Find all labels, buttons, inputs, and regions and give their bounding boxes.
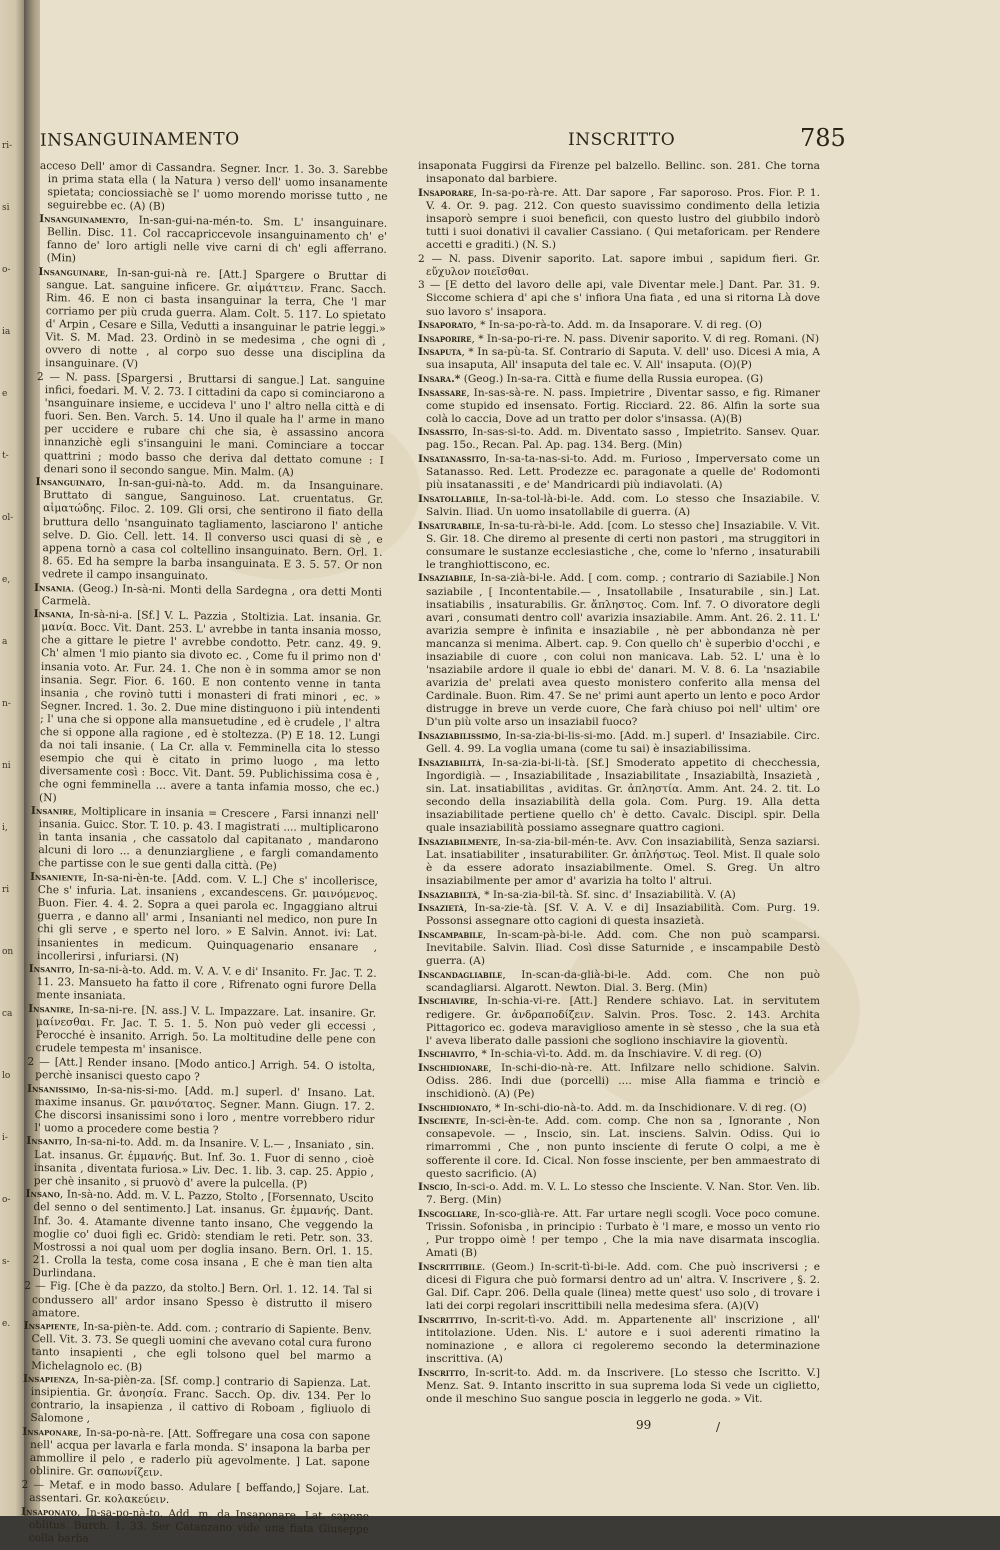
right-column — [418, 160, 820, 1405]
previous-page-fragment: e. — [2, 1319, 11, 1329]
entry-headword: Insanguinare — [38, 265, 106, 279]
dictionary-entry — [418, 1261, 820, 1313]
dictionary-entry — [418, 1181, 820, 1207]
entry-headword: Insazietà — [418, 902, 464, 915]
entry-headword: Insaporato — [418, 319, 474, 332]
entry-headword: Insaponare — [22, 1425, 79, 1439]
entry-headword: Inschiavito — [418, 1048, 475, 1061]
entry-text: 2 — N. pass. [Spargersi , Bruttarsi di sangue.] Lat. sanguine infici, foedari. M. V. 2. 73. I cittadini da capo si cominciarono a 'nsanguinare insieme, e uccideva l' uno l' altro nella città e di fuori. Sen. Ben. Varch. 5. 14. Uno il quale ha l' arme in mano per uccidere e rubare chi che sia, è assassino ancora innanzichè egli s'insanguini le mani. Cominciare a toccar quattrini ; modo basso che deriva dal dettato comune : I denari sono il secondo sangue. Min. Malm. (A) — [36, 370, 386, 479]
entry-text: , In-scrit-tì-vo. Add. m. Appartenente all' inscrizione , all' intitolazione. Uden. Nis. L' autore e i suoi aderenti rimatino la nominazione , e allora ci regoleremo secondo la determinazione inscrittiva. (A) — [426, 1313, 820, 1365]
dictionary-entry — [418, 1314, 820, 1366]
entry-text: , * In-schia-vì-to. Add. m. da Inschiavire. V. di reg. (O) — [474, 1048, 762, 1061]
dictionary-entry — [418, 520, 820, 572]
dictionary-entry — [418, 1115, 820, 1180]
dictionary-entry — [418, 387, 820, 426]
entry-text: , In-sa-zia-bi-lis-si-mo. [Add. m.] superl. d' Insaziabile. Circ. Gell. 4. 99. La voglia umana (come tu sai) è insaziabilissima. — [426, 730, 820, 756]
dictionary-entry — [418, 453, 820, 492]
entry-text: , * In-schi-dio-nà-to. Add. m. da Inschidionare. V. di reg. (O) — [488, 1101, 807, 1114]
previous-page-fragment: i, — [2, 823, 8, 833]
dictionary-entry — [418, 757, 820, 836]
dictionary-entry — [418, 1208, 820, 1260]
previous-page-fragment: ni — [2, 761, 11, 771]
entry-headword: Insaziabilissimo — [418, 730, 499, 743]
previous-page-fragment: o- — [2, 265, 11, 275]
dictionary-entry — [418, 836, 820, 888]
entry-text: , * In sa-pù-ta. Sf. Contrario di Saputa. V. dell' uso. Dicesi A mia, A sua insaputa, All' insaputa del tale ec. V. All' insaputa. (O)(P) — [426, 346, 820, 372]
entry-headword: Insanito — [28, 963, 72, 976]
entry-text: , In-sa-ni-to. Add. m. da Insanire. V. L.— , Insaniato , sin. Lat. insanus. Gr. ἐμμανής. But. Inf. 3o. 1. Fuor di senno , cioè insanita , diventata furiosa.» Liv. Dec. 1. lib. 3. cap. 25. Appio , per chè insanito , si pruovò d' avere la pulcella. (P) — [33, 1135, 375, 1191]
entry-text: , In-sà-no. Add. m. V. L. Pazzo, Stolto , [Forsennato, Uscito del senno o del sentimento.] Lat. insanus. Gr. ἐμμανής. Dant. Inf. 3o. 4. Atamante divenne tanto insano, Che veggendo la moglie co' duoi figli ec. Gridò: stendiam le reti. Petr. son. 33. Mostrossi a noi qual uom per doglia insano. Bern. Orl. 1. 15. 21. Crolla la testa, come cosa insana , E che è man tien alta Durlindana. — [32, 1188, 374, 1280]
dictionary-entry — [36, 371, 385, 481]
entry-headword: Insaputa — [418, 346, 462, 359]
entry-headword: Inscritto — [418, 1366, 466, 1379]
entry-headword: Inscampabile — [418, 928, 483, 941]
entry-text: , In-scan-da-glià-bi-le. Add. com. Che non può scandagliarsi. Algarott. Newton. Dial. 3. Berg. (Min) — [426, 968, 820, 994]
entry-headword: Insciente — [418, 1115, 466, 1128]
entry-text: 3 — [E detto del lavoro delle api, vale Diventar mele.] Dant. Par. 31. 9. Siccome schiera d' api che s' infiora Una fiata , ed una si ritorna Là dove suo lavoro s' insapora. — [418, 279, 820, 318]
entry-text: , In-sci-èn-te. Add. com. comp. Che non sa , Ignorante , Non consapevole. — , Inscio, sin. Lat. insciens. Salvin. Odiss. Qui io rimarrommi , Che , non punto insciente di ferute O colpi, a me è sofferente il core. Id. Cical. Non fosse insciente, per ben ammaestrato di questo sacrificio. (A) — [426, 1115, 820, 1180]
dictionary-entry — [34, 581, 382, 612]
header-left-guideword: INSANGUINAMENTO — [39, 129, 240, 151]
entry-text: , In-sa-pièn-za. [Sf. comp.] contrario di Sapienza. Lat. insipientia. Gr. ἀνοησία. Franc. Sacch. Op. div. 134. Per lo contrario, la insapienza , il cattivo di Roboam , figliuolo di Salomone , — [30, 1373, 372, 1426]
entry-headword: Insanguinato — [35, 476, 102, 490]
entry-text: . (Geog.) In-sà-ni. Monti della Sardegna , ora detti Monti Carmelà. — [41, 581, 383, 608]
dictionary-entry — [34, 476, 383, 586]
dictionary-entry — [29, 871, 378, 968]
previous-page-edge — [0, 0, 26, 1516]
previous-page-fragment: ia — [2, 327, 11, 337]
entry-text: , * In-sa-po-ri-re. N. pass. Divenir saporito. V. di reg. Romani. (N) — [471, 332, 820, 345]
dictionary-entry — [418, 346, 820, 372]
dictionary-entry — [24, 1280, 373, 1324]
entry-headword: Insatollabile — [418, 492, 486, 505]
entry-headword: Insaziabilità — [418, 756, 482, 769]
entry-text: , In-schi-dio-nà-re. Att. Infilzare nello schidione. Salvin. Odiss. 286. Indi due (porcelli) .... mise Alla fiamma e trinciò e inschidionò. (A) (Pe) — [426, 1061, 820, 1101]
entry-headword: Insanissimo — [26, 1082, 86, 1096]
entry-text: , In-san-gui-nà re. [Att.] Spargere o Bruttar di sangue. Lat. sanguine inficere. Gr. αἱμάττειν. Franc. Sacch. Rim. 46. E non ci basta insanguinar la terra, Che 'l mar corriamo per più cruda guerra. Alam. Colt. 5. 117. Lo spietato d' Arpin , Cesare e Silla, Vedutti a insanguinar le patrie leggi.» Vit. S. M. Mad. 23. Ordinò in se medesima , che ogni dì , ovvero di notte , al corpo suo desse una disciplina da insanguinare. (V) — [45, 266, 387, 371]
dictionary-entry — [418, 995, 820, 1047]
dictionary-entry — [418, 1062, 820, 1101]
dictionary-entry — [418, 1048, 820, 1061]
dictionary-entry — [39, 213, 388, 270]
entry-headword: Inscrittibile — [418, 1260, 482, 1273]
entry-headword: Insanire — [30, 805, 74, 818]
dictionary-entry — [26, 1082, 375, 1139]
dictionary-entry — [418, 187, 820, 252]
entry-text: , In-sas-sà-re. N. pass. Impietrire , Diventar sasso, e fig. Rimaner come stupido ed insensato. Fortig. Ricciard. 22. 86. Alfin la sorte sua colà lo caccia, Dove ad un tratto per dolor s'insassa. (A)(B) — [426, 386, 820, 425]
previous-page-fragment: ol- — [2, 513, 14, 523]
entry-text: , Moltiplicare in insania = Crescere , Farsi innanzi nell' insania. Guicc. Stor. T. 10. p. 43. I magistrati .... multiplicarono in tanta insania , che cassatolo dal capitanato , mandarono alcuni di loro ... a denunziargliene , e fargli comandamento che partisse con le sue genti dalla città. (Pe) — [38, 805, 379, 873]
page-number: 785 — [800, 124, 846, 152]
dictionary-entry — [21, 1505, 370, 1549]
previous-page-fragment: s- — [2, 1257, 10, 1267]
entry-headword: Insaziabilmente — [418, 835, 498, 848]
entry-text: 2 — Fig. [Che è da pazzo, da stolto.] Bern. Orl. 1. 12. 14. Tal si condussero all' ardor insano Spesso è distrutto il misero amatore. — [24, 1280, 373, 1320]
dictionary-entry — [22, 1373, 371, 1430]
entry-text: , In-sa-po-rà-re. Att. Dar sapore , Far saporoso. Pros. Fior. P. 1. V. 4. Or. 9. pag. 212. Con questo suavissimo condimento della letizia insaporò sempre i suoi beneficii, con questo lustro del giubbilo indorò tutti i suoi donativi il cavalier Cassiano. ( Qui metaforicam. per Rendere accetti e graditi.) (N. S.) — [426, 186, 820, 252]
dictionary-entry — [418, 493, 820, 519]
entry-text: 2 — Metaf. e in modo basso. Adulare [ beffando,] Sojare. Lat. assentari. Gr. κολακεύειν. — [21, 1478, 370, 1506]
previous-page-fragment: si — [2, 203, 10, 213]
entry-text: , In-sci-o. Add. m. V. L. Lo stesso che Insciente. V. Nan. Stor. Ven. lib. 7. Berg. (Min) — [426, 1181, 820, 1207]
entry-headword: Insaniente — [29, 870, 84, 884]
entry-headword: Inscio — [418, 1181, 450, 1194]
dictionary-entry — [418, 902, 820, 928]
entry-headword: Insania — [33, 581, 72, 594]
entry-text: insaponata Fuggirsi da Firenze pel balzello. Bellinc. son. 281. Che torna insaponato dal barbiere. — [418, 160, 820, 186]
entry-text: 2 — N. pass. Divenir saporito. Lat. sapore imbui , sapidum fieri. Gr. εὔχυλον ποιεῖσθαι. — [418, 252, 820, 278]
entry-text: (Geog.) In-sa-ra. Città e fiume della Russia europea. (G) — [460, 373, 764, 385]
dictionary-entry — [30, 805, 379, 875]
entry-text: , In-san-gui-nà-to. Add. m. da Insanguinare. Bruttato di sangue, Sanguinoso. Lat. cruentatus. Gr. αἱματώδης. Filoc. 2. 109. Gli orsi, che sentirono il fiato della bruttura dello 'nsanguinato tagliamento, lasciarono l' antiche selve. D. Gio. Cell. lett. 14. Il converso usci quasi di sè , e appena tornò a casa col coltellino insanguinato. Bern. Orl. 1. 8. 65. Ed ha sempre la barba insanguinata. E 3. 5. 57. Or non vedrete il campo insanguinato. — [42, 477, 384, 583]
entry-text: , In-sa-tu-rà-bi-le. Add. [com. Lo stesso che] Insaziabile. V. Vit. S. Gir. 18. Che diremo al presente di certi non pastori , ma struggitori in consumare le sustanze ecclesiastiche , che, come lo 'nferno , insaturabili le tranghiottiscono, ec. — [426, 519, 820, 571]
dictionary-entry — [418, 319, 820, 332]
entry-text: , In-sa-zia-bil-mén-te. Avv. Con insaziabilità, Senza saziarsi. Lat. insatiabiliter , insaturabiliter. Gr. ἀπλήστως. Teol. Mist. Il quale solo è da essere adorato insaziabilmente. Omel. S. Greg. Un altro insaziabilmente per amor d' avarizia ha tolto l' altrui. — [426, 835, 820, 888]
previous-page-fragment: t- — [2, 451, 9, 461]
entry-headword: Insano — [25, 1188, 60, 1201]
dictionary-entry — [418, 730, 820, 756]
entry-headword: Insaporare — [418, 186, 474, 199]
dictionary-entry — [23, 1320, 372, 1377]
dictionary-page — [21, 0, 1000, 1545]
entry-text: , In-sà-ni-a. [Sf.] V. L. Pazzia , Stoltizia. Lat. insania. Gr. μανία. Bocc. Vit. Dant. 253. L' avrebbe in tanta insania mosso, che a gittare le pietre l' avrebbe condotto. Petr. canz. 49. 9. Ch' almen 'l mio pianto sia divoto ec. , Come fu il primo non d' insania voto. Ar. Fur. 24. 1. Che non è in somma amor se non insania. Segr. Fior. 6. 160. E non contento venne in tanta insania , che rovinò tutti i monasteri di frati minori , ec. » Segner. Incred. 1. 3o. 2. Due mine distinguono i più intendenti ; l' una che si oppone alla mansuetudine , ed è crudele , l' altra che si oppone alla ragione , ed è stoltezza. (P) E 18. 12. Lungi da noi tali insanie. ( La Cr. alla v. Femminella cita lo stesso esempio che qui è citato in primo luogo , ma letto diversamente così : Bocc. Vit. Dant. 59. Publichissima cosa è , che ogni femminella ... avere a tanta infamia mosso, che ec.) (N) — [39, 608, 382, 804]
dictionary-entry — [27, 1056, 375, 1087]
entry-headword: Insanito — [26, 1135, 70, 1148]
entry-text: , In-sa-pièn-te. Add. com. ; contrario di Sapiente. Benv. Cell. Vit. 3. 73. Se quegli uomini che avevano cotal cura furono tanto insapienti , che egli tolsono quel bel marmo a Michelagnolo ec. (B) — [31, 1320, 372, 1374]
previous-page-fragment: o- — [2, 1195, 11, 1205]
dictionary-entry — [418, 1102, 820, 1115]
entry-text: , In-schia-vi-re. [Att.] Rendere schiavo. Lat. in servitutem redigere. Gr. ἀνδραποδίζειν. Salvin. Pros. Tosc. 2. 143. Archita Pittagorico ec. godeva maraviglioso amente in sè stesso , che la sua età l' aveva liberato dalle passioni che sogliono inschiavire la gioventù. — [426, 995, 820, 1047]
previous-page-fragment: lo — [2, 1071, 11, 1081]
dictionary-entry — [24, 1188, 373, 1285]
entry-text: , * In-sa-zia-bil-tà. Sf. sinc. d' Insaziabilità. V. (A) — [477, 888, 736, 901]
entry-headword: Inscogliare — [418, 1207, 477, 1220]
previous-page-fragment: i- — [2, 1133, 8, 1143]
dictionary-entry — [22, 1426, 371, 1483]
previous-page-fragment: e — [2, 389, 8, 399]
entry-text: , In-sa-ni-à-to. Add. m. V. A. V. e di' Insanito. Fr. Jac. T. 2. 11. 23. Mansueto ha fatto il core , Rifrenato ogni furore Della mente insaniata. — [36, 963, 377, 1003]
entry-headword: Insara.* — [418, 373, 461, 385]
dictionary-entry — [28, 963, 377, 1007]
dictionary-entry — [37, 266, 386, 376]
entry-headword: Insanguinamento — [39, 212, 126, 227]
entry-text: , In-scrit-to. Add. m. da Inscrivere. [Lo stesso che Iscritto. V.] Menz. Sat. 9. Intanto inscritto in sua suprema loda Si vede un ciglietto, onde il meschino Suo sangue poscia in leggerlo ne goda. » Vit. — [426, 1366, 820, 1405]
entry-text: , In-sa-ni-re. [N. ass.] V. L. Impazzare. Lat. insanire. Gr. μαίνεσθαι. Fr. Jac. T. 5. 1. 5. Non può veder gli eccessi , Perocché è insanito. Arrigh. 5o. La moltitudine delle pene con crudele tempesta m' insanisce. — [35, 1003, 377, 1057]
entry-text: , In-sa-ta-nas-si-to. Add. m. Furioso , Imperversato come un Satanasso. Red. Lett. Prodezze ec. paragonate a quelle de' Rodomonti più insatanassiti , e de' Mandricardi più indiavolati. (A) — [426, 453, 820, 492]
signature-folio: 99 — [636, 1418, 652, 1432]
entry-headword: Inscandagliabile — [418, 968, 503, 981]
entry-headword: Insaziabiltà — [418, 888, 478, 901]
previous-page-fragment: n- — [2, 699, 11, 709]
entry-headword: Insapiente — [23, 1320, 77, 1333]
dictionary-entry — [31, 608, 382, 809]
dictionary-entry — [26, 1135, 375, 1192]
entry-headword: Insassito — [418, 426, 465, 439]
dictionary-entry — [418, 160, 820, 186]
entry-headword: Insaziabile — [418, 572, 474, 585]
dictionary-entry — [418, 929, 820, 968]
entry-headword: Insatanassito — [418, 453, 487, 466]
entry-text: , In-sa-zia-bi-li-tà. [Sf.] Smoderato appetito di checchessia, Ingordigià. — , Insaziabilitade , Insaziabilitate , Insaziabiltà, Insazietà , sin. Lat. insatiabilitas , aviditas. Gr. ἀπληστία. Amm. Ant. 24. 2. tit. Lo secondo della insaziabilità della gola. Com. Purg. 19. Alla detta insaziabilitade pertiene quello ch' è detto. Cavalc. Discipl. spir. Della quale insaziabilità possiamo assegnare quattro cagioni. — [426, 756, 820, 835]
entry-headword: Inscrittivo — [418, 1313, 474, 1326]
left-column — [21, 160, 388, 1545]
previous-page-fragment: e, — [2, 575, 11, 585]
entry-text: , In-sa-zie-tà. [Sf. V. A. V. e di] Insaziabilità. Com. Purg. 19. Possonsi assegnare otto cagioni di questa insazietà. — [426, 902, 820, 928]
dictionary-entry — [418, 333, 820, 346]
entry-headword: Insanire — [28, 1002, 71, 1016]
entry-text: , In-san-gui-na-mén-to. Sm. L' insanguinare. Bellin. Disc. 11. Col raccapriccevole insanguinamento ch' e' fanno de' loro artigli nelle vive carni di ch' egli afferrano. (Min) — [46, 214, 388, 265]
entry-headword: Inschidionato — [418, 1101, 489, 1114]
dictionary-entry — [418, 426, 820, 452]
entry-text: , * In-sa-po-rà-to. Add. m. da Insaporare. V. di reg. (O) — [473, 319, 763, 332]
entry-text: , In-sco-glià-re. Att. Far urtare negli scogli. Voce poco comune. Trissin. Sofonisba , in principio : Turbato è 'l mare, e mosso un vento rio , Pur troppo oimè ! per tempo , Che la mia nave disarmata inscoglia. Amati (B) — [426, 1207, 820, 1260]
previous-page-fragment: ri — [2, 885, 10, 895]
dictionary-entry — [418, 253, 820, 279]
footer-mark: / — [716, 1420, 721, 1434]
dictionary-entry — [418, 279, 820, 318]
entry-text: , In-sa-ni-èn-te. [Add. com. V. L.] Che s' incollerisce, Che s' infuria. Lat. insaniens , excandescens. Gr. μαινόμενος. Buon. Fier. 4. 4. 2. Sopra a quei parola ec. Ingaggiano altrui guerra , e danno all' armi , Insanianti nel medico, non pure In chi gli serve , e sperto nel loro. » E Salvin. Annot. ivi: Lat. insanientes in medicum. Quinquagenario ensanare , incollerirsi , infuriarsi. (N) — [36, 871, 379, 964]
entry-text: , In-sa-po-nà-to. Add. m. da Insaponare. Lat. sapone oblitus. Burch. 1. 33. Ser Catanzano vide una fiata Giuseppe colla barba — [28, 1506, 370, 1545]
entry-headword: Inschiavire — [418, 995, 475, 1008]
entry-text: , In-sa-tol-là-bi-le. Add. com. Lo stesso che Insaziabile. V. Salvin. Iliad. Un uomo insatollabile di guerra. (A) — [426, 492, 820, 518]
entry-text: . (Geom.) In-scrit-tì-bi-le. Add. com. Che può inscriversi ; e dicesi di Figura che può formarsi dentro ad un' altra. V. Inscrivere , §. 2. Gal. Dif. Capr. 206. Della quale (linea) mette quest' uso solo , di trovare i lati dei corpi regolari inscrittibili nella medesima sfera. (A)(V) — [426, 1260, 820, 1313]
dictionary-entry — [21, 1479, 369, 1510]
dictionary-entry — [418, 373, 820, 386]
dictionary-entry — [27, 1003, 376, 1060]
entry-text: acceso Dell' amor di Cassandra. Segner. Incr. 1. 3o. 3. Sarebbe in prima stata ella ( la Natura ) verso dell' uomo insanamente spietata; conciossiachè se l' uomo morendo morisse tutto , ne seguirebbe ec. (A) (B) — [39, 160, 388, 214]
previous-page-fragment: ri- — [2, 141, 13, 151]
running-header — [39, 124, 1000, 160]
dictionary-entry — [418, 1367, 820, 1406]
header-right-guideword: INSCRITTO — [568, 130, 676, 150]
entry-text: 2 — [Att.] Render insano. [Modo antico.] Arrigh. 54. O istolta, perchè insanisci questo capo ? — [27, 1055, 376, 1084]
previous-page-fragment: a — [2, 637, 8, 647]
entry-text: , In-sas-si-to. Add. m. Diventato sasso , Impietrito. Sansev. Quar. pag. 15o., Recan. Pal. Ap. pag. 134. Berg. (Min) — [426, 426, 820, 452]
entry-headword: Insaporire — [418, 332, 472, 345]
entry-text: , In-sa-zià-bi-le. Add. [ com. comp. ; contrario di Saziabile.] Non saziabile , [ Incontentabile.— , Insatollabile , Insaturabile , sin.] Lat. insatiabilis , insaturabilis. Gr. ἄπληστος. Com. Inf. 7. O divoratore degli avari , consumati dentro coll' avarizia insaziabile. Amm. Ant. 26. 2. 11. L' avarizia sempre è infinita e insaziabile , nè per abbondanza nè per mancanza si menima. Albert. cap. 9. Con quello ch' è superbio d'occhi , e insaziabile di cuore , con colui non manicava. Lab. 52. L' una è lo 'nsaziabile ardore il quale io ebbi de' danari. M. V. 8. 6. La 'nsaziabile avarizia de' prelati avea questo monistero conferito alla mensa del Cardinale. Buon. Rim. 47. Se ne' primi aunt aperto un lento e poco Ardor distrugge in breve un verde cuore, Che farà chiuso poi nell' ultim' ore D'un più volte arso un insaziabil fuoco? — [426, 572, 820, 729]
entry-headword: Insaponato — [21, 1505, 78, 1519]
entry-headword: Inschidionare — [418, 1061, 489, 1074]
previous-page-fragment: ca — [2, 1009, 13, 1019]
dictionary-entry — [418, 572, 820, 729]
entry-text: , In-scam-pà-bi-le. Add. com. Che non può scamparsi. Inevitabile. Salvin. Iliad. Così disse Saturnide , e inscampabile Destò guerra. (A) — [426, 928, 820, 968]
entry-headword: Insania — [33, 608, 71, 621]
entry-text: , In-sa-nis-si-mo. [Add. m.] superl. d' Insano. Lat. maxime insanus. Gr. μαινότατος. Segner. Mann. Giugn. 17. 2. Che discorsi insanissimi sono i loro , mentre vorrebbero ridur l' uomo a procedere come bestia ? — [34, 1083, 376, 1137]
entry-headword: Insaturabile — [418, 519, 482, 532]
dictionary-entry — [39, 160, 388, 217]
dictionary-entry — [418, 969, 820, 995]
entry-headword: Insapienza — [22, 1373, 76, 1386]
entry-headword: Insassare — [418, 386, 467, 399]
dictionary-entry — [418, 889, 820, 902]
previous-page-fragment: on — [2, 947, 14, 957]
entry-text: , In-sa-po-nà-re. [Att. Soffregare una cosa con sapone nell' acqua per lavarla e farla monda. S' insapona la barba per ammollire il pelo , e raderlo più agevolmente. ] Lat. sapone oblinire. Gr. σαπωνίζειν. — [29, 1426, 371, 1480]
